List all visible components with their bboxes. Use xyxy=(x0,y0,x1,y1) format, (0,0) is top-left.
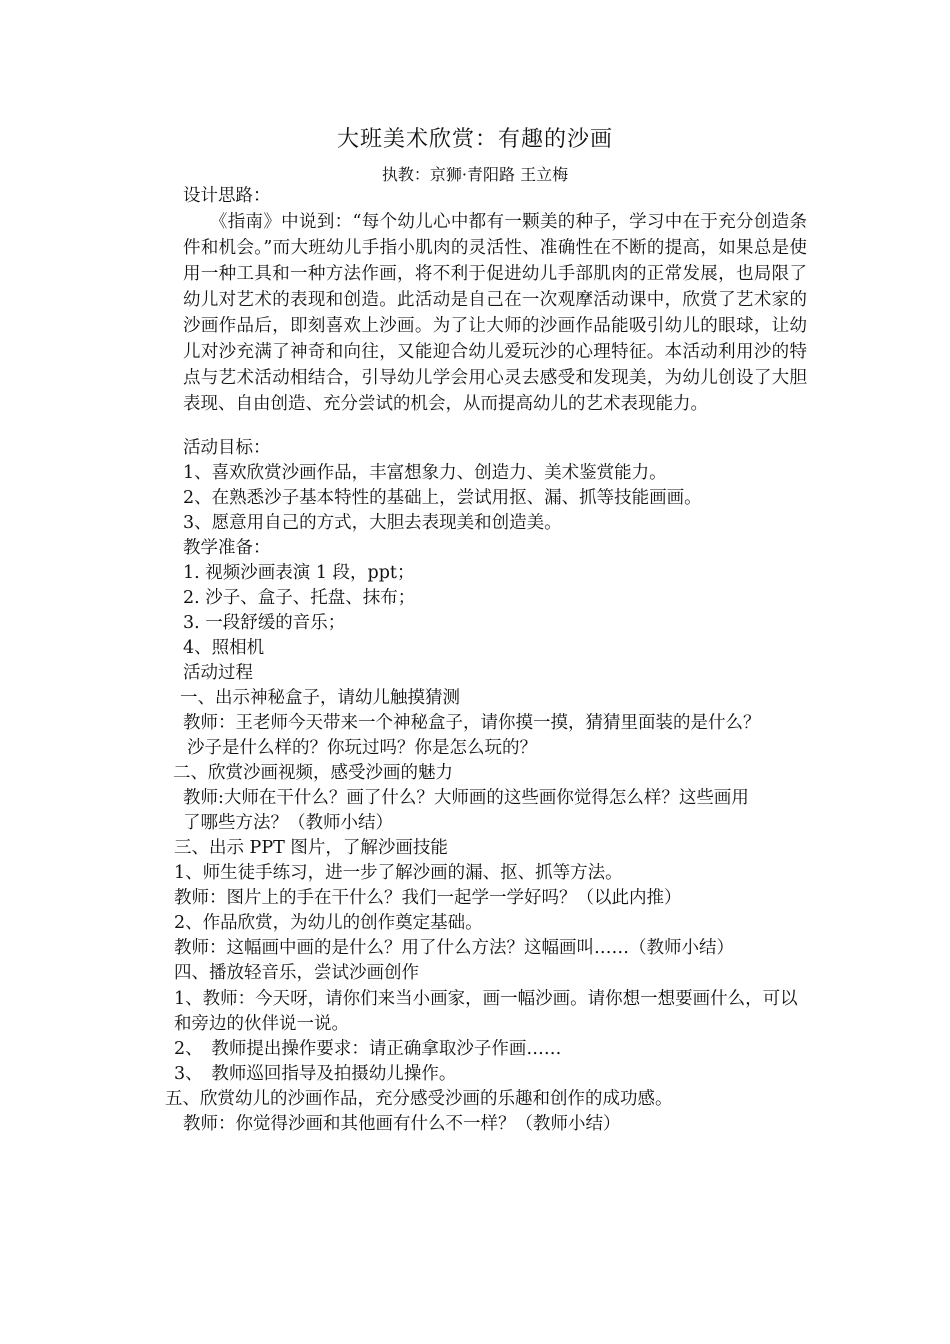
step-line: 教师：这幅画中画的是什么？用了什么方法？这幅画叫……（教师小结） xyxy=(174,938,734,958)
step-line: 教师：王老师今天带来一个神秘盒子，请你摸一摸，猜猜里面装的是什么？ xyxy=(183,713,761,733)
prep-item: 1. 视频沙画表演 1 段，ppt； xyxy=(183,563,415,583)
step-heading: 三、出示 PPT 图片，了解沙画技能 xyxy=(174,838,448,858)
step-line: 教师:大师在干什么？画了什么？大师画的这些画你觉得怎么样？这些画用 xyxy=(183,788,749,808)
step-heading: 二、欣赏沙画视频，感受沙画的魅力 xyxy=(173,763,453,783)
step-heading: 一、出示神秘盒子，请幼儿触摸猜测 xyxy=(180,688,460,708)
step-line: 2、作品欣赏，为幼儿的创作奠定基础。 xyxy=(174,913,483,933)
step-line: 了哪些方法？（教师小结） xyxy=(183,813,393,833)
author-byline: 执教：京狮·青阳路 王立梅 xyxy=(381,165,569,184)
goal-item: 2、在熟悉沙子基本特性的基础上，尝试用抠、漏、抓等技能画画。 xyxy=(183,488,702,508)
prep-item: 2. 沙子、盒子、托盘、抹布； xyxy=(183,588,416,608)
prep-heading: 教学准备： xyxy=(183,538,271,558)
step-line: 和旁边的伙伴说一说。 xyxy=(174,1014,349,1034)
design-paragraph: 《指南》中说到：“每个幼儿心中都有一颗美的种子，学习中在于充分创造条件和机会。”而大班幼儿手指小肌肉的灵活性、准确性在不断的提高，如果总是使用一种工具和一种方法作画，将不利于促进幼儿手部肌肉的正常发展，也局限了幼儿对艺术的表现和创造。此活动是自己在一次观摩活动课中，欣赏了艺术家的沙画作品后，即刻喜欢上沙画。为了让大师的沙画作品能吸引幼儿的眼球，让幼儿对沙充满了神奇和向往，又能迎合幼儿爱玩沙的心理特征。本活动利用沙的特点与艺术活动相结合，引导幼儿学会用心灵去感受和发现美，为幼儿创设了大胆表现、自由创造、充分尝试的机会，从而提高幼儿的艺术表现能力。 xyxy=(183,212,807,414)
step-line: 教师：图片上的手在干什么？我们一起学一学好吗？（以此内推） xyxy=(174,888,682,908)
prep-item: 3. 一段舒缓的音乐； xyxy=(183,613,346,633)
prep-item: 4、照相机 xyxy=(183,638,265,658)
goal-item: 3、愿意用自己的方式，大胆去表现美和创造美。 xyxy=(183,513,562,533)
step-line: 教师：你觉得沙画和其他画有什么不一样？（教师小结） xyxy=(183,1114,621,1134)
step-heading: 四、播放轻音乐，尝试沙画创作 xyxy=(174,963,419,983)
step-line: 2、 教师提出操作要求：请正确拿取沙子作画…… xyxy=(174,1039,562,1059)
step-line: 3、 教师巡回指导及拍摄幼儿操作。 xyxy=(174,1064,457,1084)
goals-heading: 活动目标： xyxy=(183,438,271,458)
design-heading: 设计思路： xyxy=(183,186,271,206)
step-heading: 五、欣赏幼儿的沙画作品，充分感受沙画的乐趣和创作的成功感。 xyxy=(165,1089,673,1109)
step-line: 1、师生徒手练习，进一步了解沙画的漏、抠、抓等方法。 xyxy=(174,863,623,883)
step-line: 沙子是什么样的？你玩过吗？你是怎么玩的？ xyxy=(187,738,537,758)
step-line: 1、教师：今天呀，请你们来当小画家，画一幅沙画。请你想一想要画什么，可以 xyxy=(174,989,798,1009)
document-title: 大班美术欣赏：有趣的沙画 xyxy=(336,127,613,152)
goal-item: 1、喜欢欣赏沙画作品，丰富想象力、创造力、美术鉴赏能力。 xyxy=(183,463,667,483)
process-heading: 活动过程 xyxy=(183,663,253,683)
